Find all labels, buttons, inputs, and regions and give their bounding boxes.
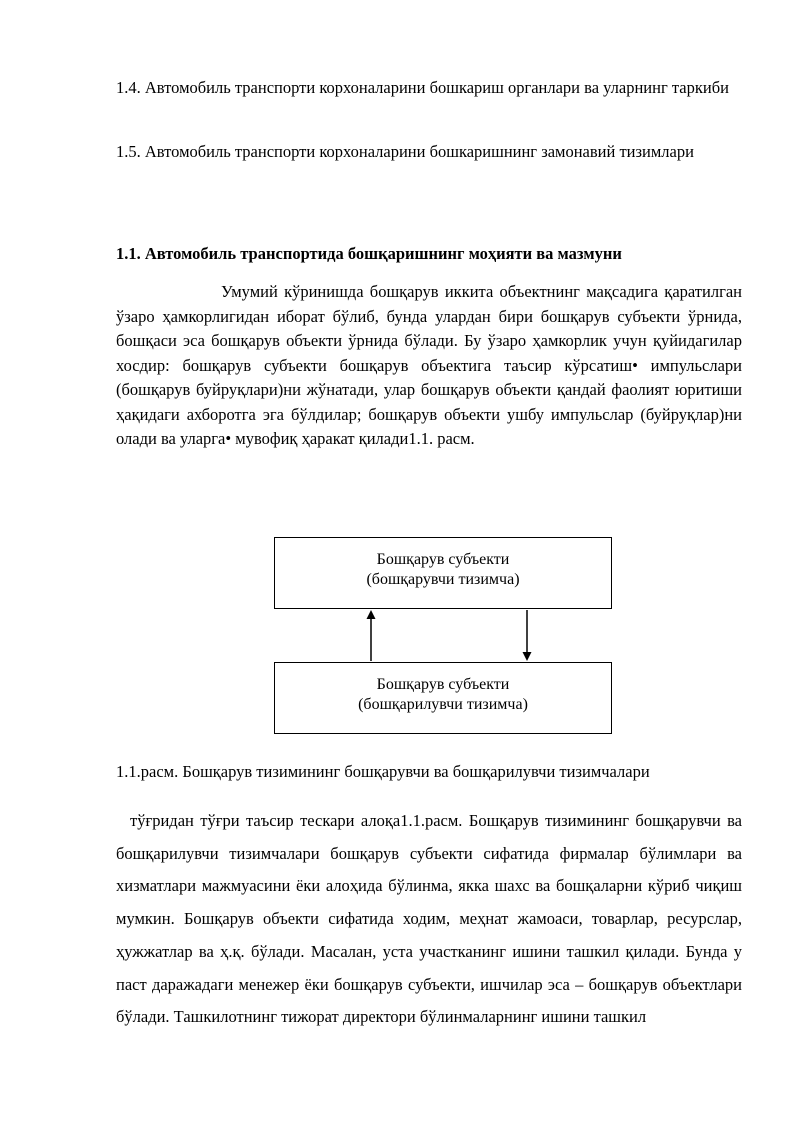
toc-item-1-4: 1.4. Автомобиль транспорти корхоналарини бошкариш органлари ва уларнинг таркиби [116,78,729,97]
bottom-box-title: Бошқарув субъекти [376,676,510,693]
top-box-subtitle: (бошқарувчи тизимча) [366,571,520,588]
toc-item-1-5: 1.5. Автомобиль транспорти корхоналарини бошкаришнинг замонавий тизимлари [116,142,694,161]
top-box-title: Бошқарув субъекти [376,551,510,568]
body-paragraph [116,805,742,1034]
figure-caption: 1.1.расм. Бошқарув тизимининг бошқарувчи ва бошқарилувчи тизимчалари [116,762,650,781]
intro-text: Умумий кўринишда бошқарув иккита объектнинг мақсадига қаратилган ўзаро ҳамкорлигидан иборат бўлиб, бунда улардан бири бошқарув субъекти ўрнида, бошқаси эса бошқарув объекти ўрнида бўлади. Бу ўзаро ҳамкорлик учун қуйидагилар хосдир: бошқарув субъекти бошқарув объектига таъсир кўрсатиш• импульслари (бошқарув буйруқлари)ни жўнатади, улар бошқарув объекти қандай фаолият юритиши ҳақидаги ахборотга эга бўлдилар; бошқарув объекти ушбу импульслар (буйруқлар)ни олади ва уларга• мувофиқ ҳаракат қилади1.1. расм. [116,282,742,448]
bottom-box-subtitle: (бошқарилувчи тизимча) [358,696,528,713]
section-heading: 1.1. Автомобиль транспортида бошқаришнинг моҳияти ва мазмуни [116,244,622,263]
arrow-up-icon [367,610,376,661]
arrow-down-icon [523,610,532,661]
body-text: тўғридан тўғри таъсир тескари алоқа1.1.расм. Бошқарув тизимининг бошқарувчи ва бошқарилувчи тизимчалари бошқарув субъекти сифатида фирмалар бўлимлари ва хизматлари мажмуасини ёки алоҳида бўлинма, якка шахс ва бошқаларни кўриб чиқиш мумкин. Бошқарув объекти сифатида ходим, меҳнат жамоаси, товарлар, ресурслар, ҳужжатлар ва ҳ.қ. бўлади. Масалан, уста участканинг ишини ташкил қилади. Бунда у паст даражадаги менежер ёки бошқарув субъекти, ишчилар эса – бошқарув объектлари бўлади. Ташкилотнинг тижорат директори бўлинмаларнинг ишини ташкил [116,811,742,1027]
